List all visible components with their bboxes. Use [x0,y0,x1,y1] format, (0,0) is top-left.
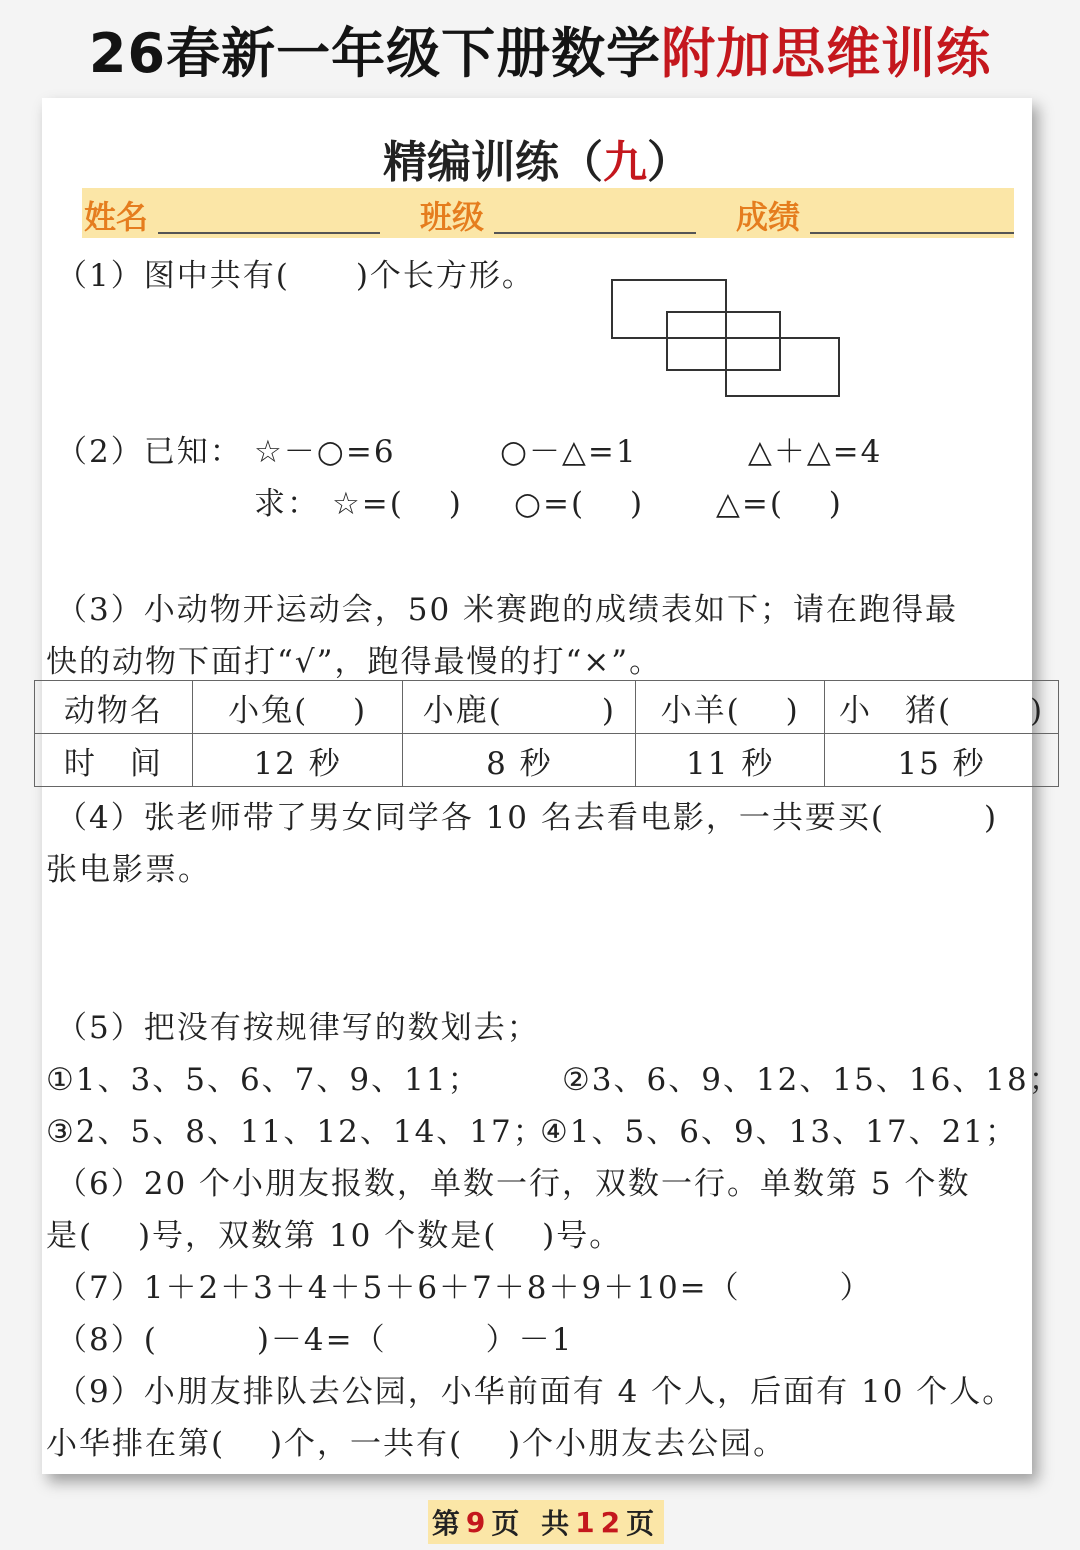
figure-rect-2 [667,312,780,370]
class-label: 班级 [420,198,485,236]
question-2-answer-triangle: △=( ) [716,486,843,522]
question-4-line1: （4）张老师带了男女同学各 10 名去看电影，一共要买( ) [56,800,999,836]
table-cell: 8 秒 [403,734,636,787]
question-5-item-3: ③2、5、8、11、12、14、17； [46,1114,546,1150]
page-end-label: 页 [626,1507,661,1540]
score-blank[interactable] [810,232,1014,234]
question-3-line1: （3）小动物开运动会，50 米赛跑的成绩表如下；请在跑得最 [56,592,959,628]
total-pages-number: 12 [575,1505,627,1539]
current-page-number: 9 [465,1505,492,1539]
table-header-cell: 动物名 [35,681,193,734]
worksheet-title [42,126,1032,190]
question-2-prefix: （2）已知： [56,434,243,470]
question-3-line2: 快的动物下面打“√”，跑得最慢的打“×”。 [46,644,663,680]
question-2-ask-label: 求： [254,486,320,522]
question-1: （1）图中共有( )个长方形。 [56,258,535,294]
race-results-table [34,680,1059,787]
question-8: （8）( )－4=（ ）－1 [56,1322,574,1358]
question-5-title: （5）把没有按规律写的数划去； [56,1010,540,1046]
table-header-cell: 小兔( ) [192,681,403,734]
table-header-cell: 小羊( ) [636,681,825,734]
table-header-row [35,681,1059,734]
question-4-line2: 张电影票。 [46,852,211,888]
page-banner [0,0,1080,98]
worksheet-title-prefix: 精编训练（ [383,137,603,188]
rectangles-figure [610,278,850,402]
page-label: 第 [431,1507,466,1540]
worksheet [42,98,1062,1474]
table-cell: 时 间 [35,734,193,787]
name-blank[interactable] [158,232,380,234]
question-9-line1: （9）小朋友排队去公园，小华前面有 4 个人，后面有 10 个人。 [56,1374,1016,1410]
question-2-answer-star: ☆=( ) [332,486,463,522]
page-indicator [428,1500,664,1544]
worksheet-title-suffix: ） [647,137,691,188]
worksheet-title-number: 九 [603,137,647,188]
of-label: 页 共 [491,1507,576,1540]
table-cell: 12 秒 [192,734,403,787]
table-cell: 15 秒 [825,734,1059,787]
question-5-item-1: ①1、3、5、6、7、9、11； [46,1062,481,1098]
question-5-item-2: ②3、6、9、12、15、16、18； [562,1062,1062,1098]
table-cell: 11 秒 [636,734,825,787]
banner-title-red: 附加思维训练 [661,21,992,85]
student-info-bar [82,188,1014,238]
question-2-eq2: ○－△=1 [500,434,638,470]
score-label: 成绩 [736,198,801,236]
banner-title-black: 26春新一年级下册数学 [88,21,662,85]
question-6-line2: 是( )号，双数第 10 个数是( )号。 [46,1218,623,1254]
figure-rect-1 [612,280,726,338]
question-9-line2: 小华排在第( )个，一共有( )个小朋友去公园。 [46,1426,787,1462]
name-label: 姓名 [84,198,149,236]
question-2-answer-circle: ○=( ) [514,486,645,522]
table-header-cell: 小鹿( ) [403,681,636,734]
question-5-item-4: ④1、5、6、9、13、17、21； [540,1114,1019,1150]
question-2-eq3: △＋△=4 [748,434,883,470]
question-6-line1: （6）20 个小朋友报数，单数一行，双数一行。单数第 5 个数 [56,1166,971,1202]
figure-rect-3 [726,338,839,396]
table-row [35,734,1059,787]
question-7: （7）1＋2＋3＋4＋5＋6＋7＋8＋9＋10=（ ） [56,1270,873,1306]
question-2-eq1: ☆－○=6 [254,434,396,470]
class-blank[interactable] [494,232,696,234]
table-header-cell: 小 猪( ) [825,681,1059,734]
